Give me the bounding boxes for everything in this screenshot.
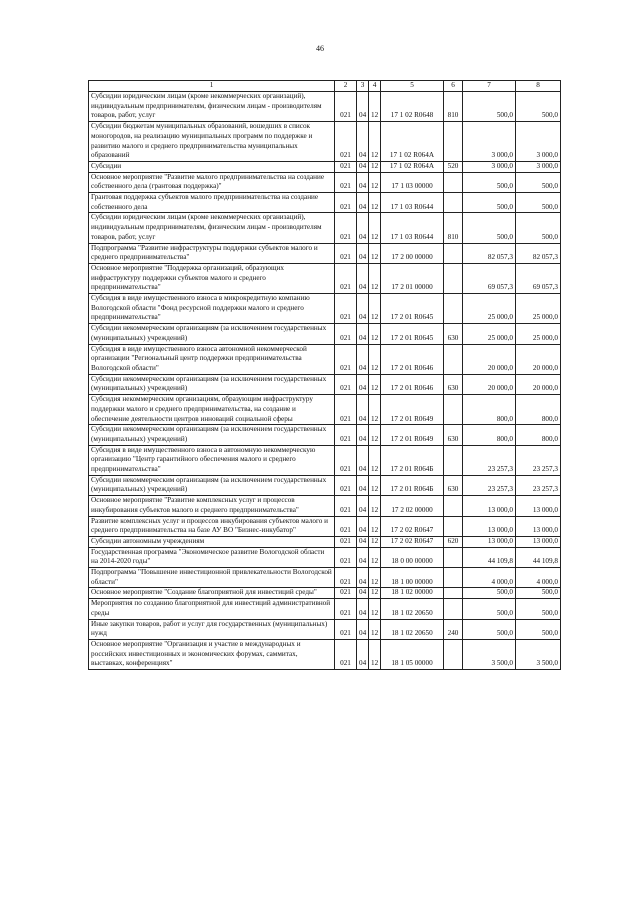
amount-2018: 3 000,0 [516, 122, 561, 162]
header-cell: 4 [369, 81, 381, 92]
code-admin: 021 [335, 122, 357, 162]
code-expense-type [444, 122, 463, 162]
code-admin: 021 [335, 92, 357, 122]
table-row [89, 547, 561, 567]
code-admin: 021 [335, 344, 357, 374]
code-subsection: 12 [369, 344, 381, 374]
code-target: 17 2 01 R0649 [381, 425, 444, 445]
header-cell: 7 [463, 81, 516, 92]
budget-table [88, 80, 561, 670]
row-name: Подпрограмма "Повышение инвестиционной привлекательности Вологодской области" [89, 568, 335, 588]
code-target: 17 2 01 R064Б [381, 475, 444, 495]
code-expense-type [444, 294, 463, 324]
code-subsection: 12 [369, 599, 381, 619]
code-expense-type: 630 [444, 324, 463, 344]
amount-2017: 500,0 [463, 172, 516, 192]
amount-2017: 13 000,0 [463, 516, 516, 536]
code-section: 04 [357, 374, 369, 394]
code-target: 18 0 00 00000 [381, 547, 444, 567]
row-name: Субсидии некоммерческим организациям (за исключением государственных (муниципальных) учреждений) [89, 475, 335, 495]
code-section: 04 [357, 243, 369, 263]
code-admin: 021 [335, 475, 357, 495]
row-name: Субсидии некоммерческим организациям (за исключением государственных (муниципальных) учреждений) [89, 425, 335, 445]
amount-2017: 25 000,0 [463, 324, 516, 344]
code-target: 18 1 00 00000 [381, 568, 444, 588]
code-admin: 021 [335, 496, 357, 516]
code-section: 04 [357, 475, 369, 495]
amount-2017: 500,0 [463, 193, 516, 213]
amount-2018: 20 000,0 [516, 344, 561, 374]
amount-2017: 4 000,0 [463, 568, 516, 588]
header-cell: 8 [516, 81, 561, 92]
code-section: 04 [357, 172, 369, 192]
amount-2018: 13 000,0 [516, 496, 561, 516]
code-subsection: 12 [369, 122, 381, 162]
code-subsection: 12 [369, 92, 381, 122]
code-section: 04 [357, 599, 369, 619]
table-row [89, 92, 561, 122]
code-subsection: 12 [369, 445, 381, 475]
code-target: 17 1 02 R0648 [381, 92, 444, 122]
amount-2017: 500,0 [463, 599, 516, 619]
code-section: 04 [357, 122, 369, 162]
code-expense-type [444, 516, 463, 536]
amount-2017: 800,0 [463, 425, 516, 445]
table-row [89, 496, 561, 516]
amount-2017: 23 257,3 [463, 475, 516, 495]
amount-2017: 3 000,0 [463, 122, 516, 162]
row-name: Субсидии некоммерческим организациям (за исключением государственных (муниципальных) учреждений) [89, 324, 335, 344]
amount-2018: 500,0 [516, 599, 561, 619]
code-expense-type: 630 [444, 475, 463, 495]
code-target: 17 1 03 R0644 [381, 193, 444, 213]
code-subsection: 12 [369, 547, 381, 567]
amount-2018: 23 257,3 [516, 445, 561, 475]
code-admin: 021 [335, 294, 357, 324]
code-expense-type [444, 496, 463, 516]
row-name: Субсидии [89, 161, 335, 172]
code-admin: 021 [335, 324, 357, 344]
row-name: Субсидии автономным учреждениям [89, 536, 335, 547]
page-number: 46 [316, 44, 324, 53]
code-admin: 021 [335, 639, 357, 669]
amount-2018: 4 000,0 [516, 568, 561, 588]
row-name: Субсидии юридическим лицам (кроме некоммерческих организаций), индивидуальным предпринимателям, физическим лицам - производителям товаров, работ, услуг [89, 92, 335, 122]
code-section: 04 [357, 547, 369, 567]
code-section: 04 [357, 588, 369, 599]
table-row [89, 374, 561, 394]
code-section: 04 [357, 161, 369, 172]
amount-2017: 20 000,0 [463, 344, 516, 374]
code-section: 04 [357, 344, 369, 374]
code-subsection: 12 [369, 294, 381, 324]
amount-2018: 500,0 [516, 193, 561, 213]
code-section: 04 [357, 536, 369, 547]
table-row [89, 243, 561, 263]
code-subsection: 12 [369, 193, 381, 213]
code-admin: 021 [335, 619, 357, 639]
amount-2017: 500,0 [463, 92, 516, 122]
amount-2017: 500,0 [463, 619, 516, 639]
code-target: 17 1 03 00000 [381, 172, 444, 192]
code-target: 17 1 02 R064A [381, 122, 444, 162]
code-expense-type [444, 547, 463, 567]
code-subsection: 12 [369, 516, 381, 536]
code-target: 17 2 01 R064Б [381, 445, 444, 475]
code-expense-type [444, 172, 463, 192]
amount-2018: 20 000,0 [516, 374, 561, 394]
table-row [89, 588, 561, 599]
code-admin: 021 [335, 599, 357, 619]
code-subsection: 12 [369, 324, 381, 344]
table-row [89, 536, 561, 547]
code-expense-type [444, 445, 463, 475]
row-name: Грантовая поддержка субъектов малого предпринимательства на создание собственного дела [89, 193, 335, 213]
code-admin: 021 [335, 193, 357, 213]
code-subsection: 12 [369, 263, 381, 293]
table-row [89, 172, 561, 192]
code-subsection: 12 [369, 243, 381, 263]
code-subsection: 12 [369, 213, 381, 243]
header-cell: 1 [89, 81, 335, 92]
amount-2018: 69 057,3 [516, 263, 561, 293]
table-row [89, 619, 561, 639]
amount-2017: 500,0 [463, 213, 516, 243]
amount-2017: 23 257,3 [463, 445, 516, 475]
code-subsection: 12 [369, 619, 381, 639]
code-section: 04 [357, 294, 369, 324]
code-section: 04 [357, 213, 369, 243]
code-section: 04 [357, 568, 369, 588]
amount-2018: 500,0 [516, 172, 561, 192]
amount-2017: 3 000,0 [463, 161, 516, 172]
code-target: 17 2 01 R0649 [381, 395, 444, 425]
code-expense-type [444, 588, 463, 599]
row-name: Субсидии юридическим лицам (кроме некоммерческих организаций), индивидуальным предпринимателям, физическим лицам - производителям товаров, работ, услуг [89, 213, 335, 243]
row-name: Развитие комплексных услуг и процессов инкубирования субъектов малого и среднего предпринимательства на базе АУ ВО "Бизнес-инкубатор" [89, 516, 335, 536]
row-name: Основное мероприятие "Развитие комплексных услуг и процессов инкубирования субъектов малого и среднего предпринимательства" [89, 496, 335, 516]
code-subsection: 12 [369, 475, 381, 495]
code-subsection: 12 [369, 536, 381, 547]
code-target: 17 2 01 00000 [381, 263, 444, 293]
table-row [89, 425, 561, 445]
code-expense-type: 810 [444, 92, 463, 122]
code-expense-type: 620 [444, 536, 463, 547]
amount-2017: 800,0 [463, 395, 516, 425]
code-admin: 021 [335, 568, 357, 588]
table-row [89, 639, 561, 669]
row-name: Государственная программа "Экономическое развитие Вологодской области на 2014-2020 годы" [89, 547, 335, 567]
code-section: 04 [357, 263, 369, 293]
code-target: 17 2 02 R0647 [381, 536, 444, 547]
table-row [89, 445, 561, 475]
row-name: Субсидия в виде имущественного взноса в микрокредитную компанию Вологодской области "Фонд ресурсной поддержки малого и среднего предпринимательства" [89, 294, 335, 324]
header-cell: 2 [335, 81, 357, 92]
code-target: 17 2 01 R0645 [381, 294, 444, 324]
code-target: 17 2 01 R0645 [381, 324, 444, 344]
code-subsection: 12 [369, 425, 381, 445]
row-name: Мероприятия по созданию благоприятной для инвестиций административной среды [89, 599, 335, 619]
code-expense-type: 520 [444, 161, 463, 172]
header-cell: 6 [444, 81, 463, 92]
code-expense-type [444, 568, 463, 588]
table-row [89, 324, 561, 344]
amount-2018: 23 257,3 [516, 475, 561, 495]
code-admin: 021 [335, 213, 357, 243]
amount-2018: 800,0 [516, 395, 561, 425]
code-subsection: 12 [369, 374, 381, 394]
code-section: 04 [357, 639, 369, 669]
amount-2017: 3 500,0 [463, 639, 516, 669]
code-target: 17 2 01 R0646 [381, 374, 444, 394]
amount-2017: 82 057,3 [463, 243, 516, 263]
amount-2017: 44 109,8 [463, 547, 516, 567]
code-section: 04 [357, 395, 369, 425]
table-row [89, 161, 561, 172]
code-admin: 021 [335, 516, 357, 536]
amount-2017: 69 057,3 [463, 263, 516, 293]
table-row [89, 263, 561, 293]
table-row [89, 599, 561, 619]
code-admin: 021 [335, 536, 357, 547]
amount-2018: 500,0 [516, 213, 561, 243]
amount-2018: 3 000,0 [516, 161, 561, 172]
amount-2018: 13 000,0 [516, 536, 561, 547]
code-admin: 021 [335, 172, 357, 192]
code-target: 17 2 01 R0646 [381, 344, 444, 374]
row-name: Субсидии некоммерческим организациям (за исключением государственных (муниципальных) учреждений) [89, 374, 335, 394]
amount-2018: 3 500,0 [516, 639, 561, 669]
code-subsection: 12 [369, 172, 381, 192]
row-name: Субсидия некоммерческим организациям, образующим инфраструктуру поддержки малого и среднего предпринимательства, на создание и обеспечение деятельности центров инноваций социальной сферы [89, 395, 335, 425]
row-name: Основное мероприятие "Развитие малого предпринимательства на создание собственного дела (грантовая поддержка)" [89, 172, 335, 192]
code-expense-type [444, 395, 463, 425]
row-name: Иные закупки товаров, работ и услуг для государственных (муниципальных) нужд [89, 619, 335, 639]
code-expense-type: 240 [444, 619, 463, 639]
code-target: 17 1 03 R0644 [381, 213, 444, 243]
code-admin: 021 [335, 445, 357, 475]
code-admin: 021 [335, 161, 357, 172]
amount-2018: 44 109,8 [516, 547, 561, 567]
amount-2017: 13 000,0 [463, 536, 516, 547]
code-subsection: 12 [369, 588, 381, 599]
code-admin: 021 [335, 243, 357, 263]
code-admin: 021 [335, 374, 357, 394]
code-target: 17 2 02 R0647 [381, 516, 444, 536]
row-name: Субсидия в виде имущественного взноса автономной некоммерческой организации "Региональный центр поддержки предпринимательства Вологодской области" [89, 344, 335, 374]
code-section: 04 [357, 324, 369, 344]
header-row [89, 81, 561, 92]
amount-2017: 500,0 [463, 588, 516, 599]
amount-2018: 500,0 [516, 588, 561, 599]
code-section: 04 [357, 193, 369, 213]
amount-2018: 82 057,3 [516, 243, 561, 263]
code-expense-type [444, 243, 463, 263]
amount-2018: 25 000,0 [516, 294, 561, 324]
code-section: 04 [357, 92, 369, 122]
table-row [89, 193, 561, 213]
code-expense-type: 630 [444, 425, 463, 445]
code-expense-type [444, 599, 463, 619]
code-section: 04 [357, 425, 369, 445]
code-section: 04 [357, 516, 369, 536]
amount-2018: 500,0 [516, 619, 561, 639]
row-name: Основное мероприятие "Организация и участие в международных и российских инвестиционных и экономических форумах, саммитах, выставках, конференциях" [89, 639, 335, 669]
code-admin: 021 [335, 395, 357, 425]
table-row [89, 294, 561, 324]
code-subsection: 12 [369, 395, 381, 425]
code-expense-type: 630 [444, 374, 463, 394]
header-cell: 3 [357, 81, 369, 92]
code-subsection: 12 [369, 161, 381, 172]
code-target: 17 1 02 R064A [381, 161, 444, 172]
code-admin: 021 [335, 263, 357, 293]
row-name: Субсидии бюджетам муниципальных образований, вошедших в список моногородов, на реализацию муниципальных программ по поддержке и развитию малого и среднего предпринимательства муниципальных образований [89, 122, 335, 162]
code-admin: 021 [335, 425, 357, 445]
table-row [89, 213, 561, 243]
amount-2018: 500,0 [516, 92, 561, 122]
code-expense-type: 810 [444, 213, 463, 243]
code-expense-type [444, 344, 463, 374]
row-name: Подпрограмма "Развитие инфраструктуры поддержки субъектов малого и среднего предпринимательства" [89, 243, 335, 263]
amount-2018: 800,0 [516, 425, 561, 445]
amount-2017: 13 000,0 [463, 496, 516, 516]
header-cell: 5 [381, 81, 444, 92]
code-expense-type [444, 639, 463, 669]
code-target: 18 1 02 00000 [381, 588, 444, 599]
table-row [89, 344, 561, 374]
code-section: 04 [357, 445, 369, 475]
code-target: 17 2 02 00000 [381, 496, 444, 516]
table-row [89, 122, 561, 162]
code-target: 17 2 00 00000 [381, 243, 444, 263]
code-admin: 021 [335, 588, 357, 599]
row-name: Субсидия в виде имущественного взноса в автономную некоммерческую организацию "Центр гарантийного обеспечения малого и среднего предпринимательства" [89, 445, 335, 475]
row-name: Основное мероприятие "Поддержка организаций, образующих инфраструктуру поддержки субъектов малого и среднего предпринимательства" [89, 263, 335, 293]
code-section: 04 [357, 496, 369, 516]
code-subsection: 12 [369, 496, 381, 516]
code-expense-type [444, 193, 463, 213]
table-row [89, 516, 561, 536]
code-section: 04 [357, 619, 369, 639]
code-admin: 021 [335, 547, 357, 567]
code-subsection: 12 [369, 568, 381, 588]
table-row [89, 475, 561, 495]
amount-2017: 25 000,0 [463, 294, 516, 324]
table-row [89, 395, 561, 425]
amount-2018: 13 000,0 [516, 516, 561, 536]
code-expense-type [444, 263, 463, 293]
code-target: 18 1 02 20650 [381, 619, 444, 639]
amount-2017: 20 000,0 [463, 374, 516, 394]
row-name: Основное мероприятие "Создание благоприятной для инвестиций среды" [89, 588, 335, 599]
code-target: 18 1 02 20650 [381, 599, 444, 619]
table-row [89, 568, 561, 588]
code-subsection: 12 [369, 639, 381, 669]
code-target: 18 1 05 00000 [381, 639, 444, 669]
amount-2018: 25 000,0 [516, 324, 561, 344]
